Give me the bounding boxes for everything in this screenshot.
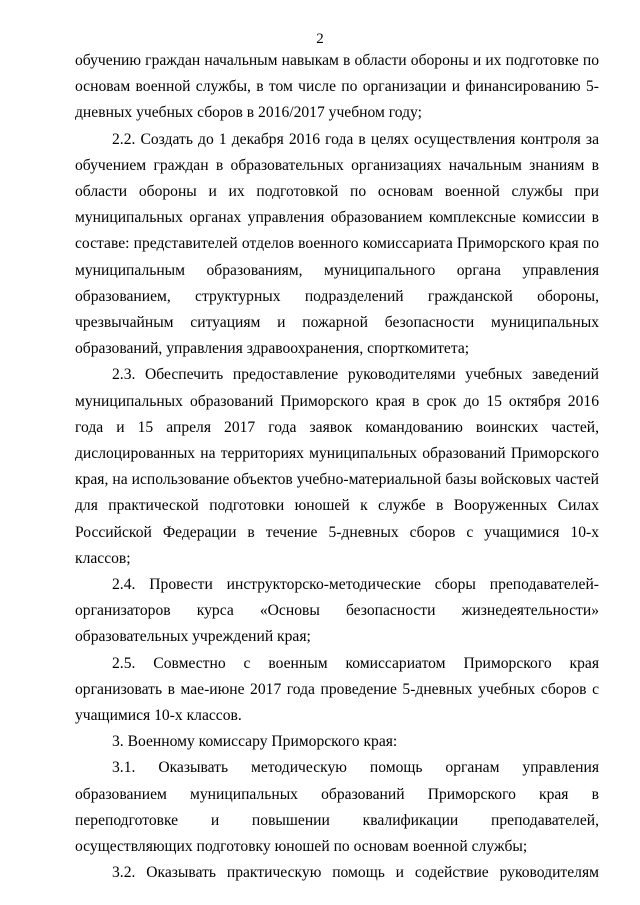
- paragraph-2-3: 2.3. Обеспечить предоставление руководителями учебных заведений муниципальных образований Приморского края в срок до 15 октября 2016 года и 15 апреля 2017 года заявок командованию воинских частей, дислоцированных на территориях муниципальных образований Приморского края, на использование объектов учебно-материальной базы войсковых частей для практической подготовки юношей к службе в Вооруженных Силах Российской Федерации в течение 5-дневных сборов с учащимися 10-х классов;: [75, 366, 599, 567]
- page-number: 2: [316, 31, 324, 47]
- paragraph-2-4: 2.4. Провести инструкторско-методические сборы преподавателей-организаторов курса «Основы безопасности жизнедеятельности» образовательных учреждений края;: [75, 576, 599, 646]
- document-body: [75, 48, 599, 887]
- paragraph-2-5: 2.5. Совместно с военным комиссариатом Приморского края организовать в мае-июне 2017 года проведение 5-дневных учебных сборов с учащимися 10-х классов.: [75, 654, 599, 725]
- paragraph-3-2: 3.2. Оказывать практическую помощь и содействие руководителям: [112, 864, 599, 882]
- paragraph-continuation: обучению граждан начальным навыкам в области обороны и их подготовке по основам военной службы, в том числе по организации и финансированию 5-дневных учебных сборов в 2016/2017 учебном году;: [75, 52, 599, 122]
- paragraph-3-1: 3.1. Оказывать методическую помощь органам управления образованием муниципальных образований Приморского края в переподготовке и повышении квалификации преподавателей, осуществляющих подготовку юношей по основам военной службы;: [75, 759, 599, 856]
- paragraph-2-2: 2.2. Создать до 1 декабря 2016 года в целях осуществления контроля за обучением граждан в образовательных организациях начальным знаниям в области обороны и их подготовкой по основам военной службы при муниципальных органах управления образованием комплексные комиссии в составе: представителей отделов военного комиссариата Приморского края по муниципальным образованиям, муниципального органа управления образованием, структурных подразделений гражданской обороны, чрезвычайным ситуациям и пожарной безопасности муниципальных образований, управления здравоохранения, спорткомитета;: [75, 130, 599, 358]
- paragraph-3-heading: 3. Военному комиссару Приморского края:: [112, 733, 398, 751]
